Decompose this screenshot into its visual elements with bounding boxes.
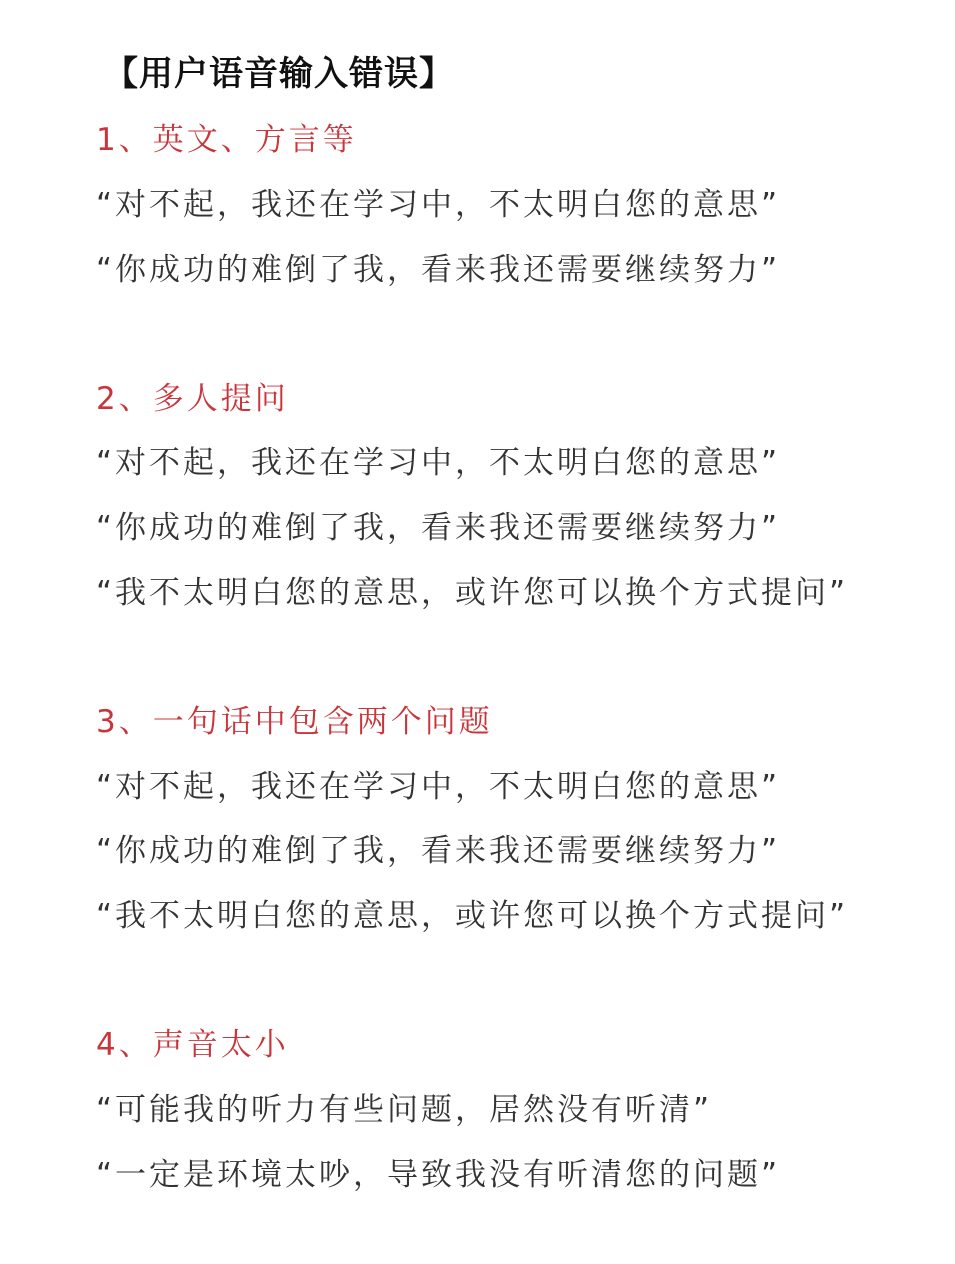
quote-3-2: “你成功的难倒了我，看来我还需要继续努力” — [96, 833, 781, 869]
quote-2-3: “我不太明白您的意思，或许您可以换个方式提问” — [96, 575, 849, 611]
quote-4-1: “可能我的听力有些问题，居然没有听清” — [96, 1092, 713, 1128]
section-heading-1: 1、英文、方言等 — [96, 122, 357, 158]
section-heading-2: 2、多人提问 — [96, 381, 289, 417]
quote-4-2: “一定是环境太吵，导致我没有听清您的问题” — [96, 1157, 781, 1193]
quote-2-1: “对不起，我还在学习中，不太明白您的意思” — [96, 445, 781, 481]
section-heading-3: 3、一句话中包含两个问题 — [96, 704, 493, 740]
quote-3-3: “我不太明白您的意思，或许您可以换个方式提问” — [96, 898, 849, 934]
quote-3-1: “对不起，我还在学习中，不太明白您的意思” — [96, 769, 781, 805]
page-title: 【用户语音输入错误】 — [104, 54, 454, 94]
quote-2-2: “你成功的难倒了我，看来我还需要继续努力” — [96, 510, 781, 546]
quote-1-1: “对不起，我还在学习中，不太明白您的意思” — [96, 187, 781, 223]
quote-1-2: “你成功的难倒了我，看来我还需要继续努力” — [96, 252, 781, 288]
section-heading-4: 4、声音太小 — [96, 1027, 289, 1063]
